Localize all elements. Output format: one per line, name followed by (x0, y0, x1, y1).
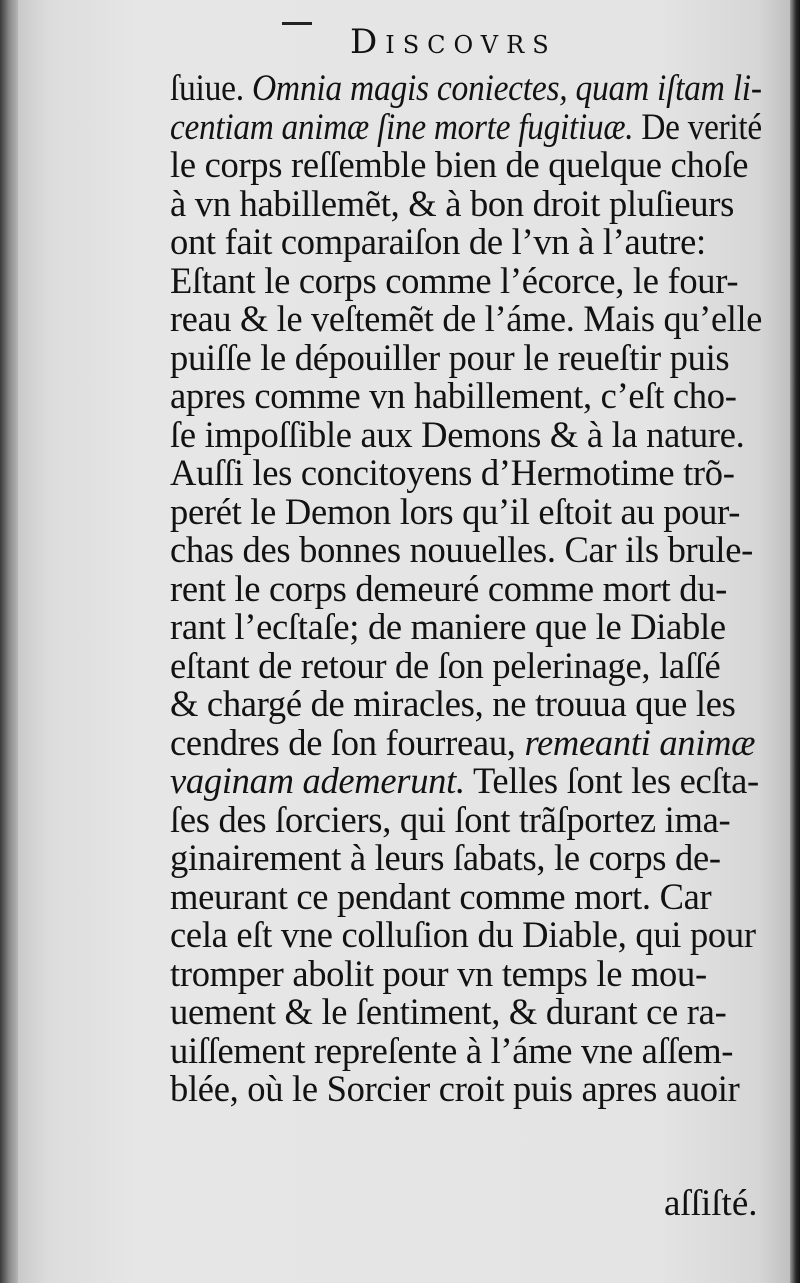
text-line (170, 260, 762, 302)
text-line (170, 994, 762, 1033)
text-line (170, 106, 762, 148)
text-line (170, 917, 762, 956)
text-line (170, 609, 762, 648)
text-line (170, 299, 763, 340)
text-line (170, 1030, 762, 1072)
text-span: blée, où le Sorcier croit puis apres auoir (170, 1069, 740, 1110)
body-text (170, 70, 770, 1110)
text-span: cendres de ſon fourreau, (170, 722, 525, 764)
text-line (170, 799, 762, 841)
text-span: eſtant de retour de ſon pelerinage, laſſé (170, 645, 721, 687)
text-line (170, 183, 762, 225)
text-line (170, 224, 762, 263)
text-span: Auſſi les concitoyens d’Hermotime trõ- (170, 453, 735, 494)
latin-quotation: centiam animæ ſine morte fugitiuæ. (170, 106, 634, 148)
text-span: ſuiue. (170, 68, 252, 109)
running-head: Discovrs (350, 22, 557, 62)
text-span: le corps reſſemble bien de quelque choſe (170, 145, 749, 186)
text-line (170, 840, 762, 879)
text-span: ſes des ſorciers, qui ſont trãſportez ima- (170, 799, 731, 841)
latin-quotation: Omnia magis coniectes, quam iſtam li- (251, 68, 762, 109)
text-span: apres comme vn habillement, c’eſt cho- (170, 376, 737, 417)
text-line (170, 414, 762, 456)
text-span: De verité (633, 106, 762, 148)
text-span: ont fait comparaiſon de l’vn à l’autre: (170, 222, 706, 263)
ornament-mark (282, 22, 312, 25)
text-span: Telles ſont les ecſta- (464, 761, 759, 802)
catchword: aſſiſté. (664, 1183, 758, 1224)
text-span: rent le corps demeuré comme mort du- (170, 568, 728, 610)
text-line (170, 645, 762, 687)
text-span: Eſtant le corps comme l’écorce, le four- (170, 260, 739, 302)
text-span: cela eſt vne colluſion du Diable, qui pour (170, 915, 756, 956)
text-span: tromper abolit pour vn temps le mou- (170, 953, 707, 995)
text-line (170, 337, 762, 379)
text-line (170, 953, 762, 995)
latin-quotation: vaginam ademerunt. (170, 761, 465, 802)
text-span: meurant ce pendant comme mort. Car (170, 876, 712, 918)
text-line (170, 568, 762, 610)
text-span: puiſſe le dépouiller pour le reueſtir puis (170, 337, 730, 379)
page-fore-edge (790, 0, 800, 1283)
text-span: ginairement à leurs ſabats, le corps de- (170, 838, 721, 879)
text-span: uiſſement repreſente à l’áme vne aſſem- (170, 1030, 734, 1072)
text-span: & chargé de miracles, ne trouua que les (170, 684, 736, 725)
text-span: reau & le veſtemẽt de l’áme. Mais qu’elle (170, 299, 763, 340)
text-line (170, 876, 762, 918)
text-line (170, 491, 762, 533)
text-line (170, 68, 762, 109)
text-span: perét le Demon lors qu’il eſtoit au pour- (170, 491, 741, 533)
text-line (170, 455, 762, 494)
text-span: à vn habillemẽt, & à bon droit pluſieurs (170, 183, 735, 225)
text-span: uement & le ſentiment, & durant ce ra- (170, 992, 727, 1033)
text-span: ſe impoſſible aux Demons & à la nature. (170, 414, 745, 456)
text-span: chas des bonnes nouuelles. Car ils brule- (170, 530, 753, 571)
latin-quotation: remeanti animæ (524, 722, 756, 764)
text-line (170, 378, 762, 417)
text-line (170, 147, 762, 186)
binding-gutter (0, 0, 18, 1283)
text-line (170, 532, 762, 571)
text-span: rant l’ecſtaſe; de maniere que le Diable (170, 607, 726, 648)
text-line (170, 763, 762, 802)
text-line (170, 686, 762, 725)
text-line (170, 1071, 762, 1110)
text-line (170, 722, 762, 764)
